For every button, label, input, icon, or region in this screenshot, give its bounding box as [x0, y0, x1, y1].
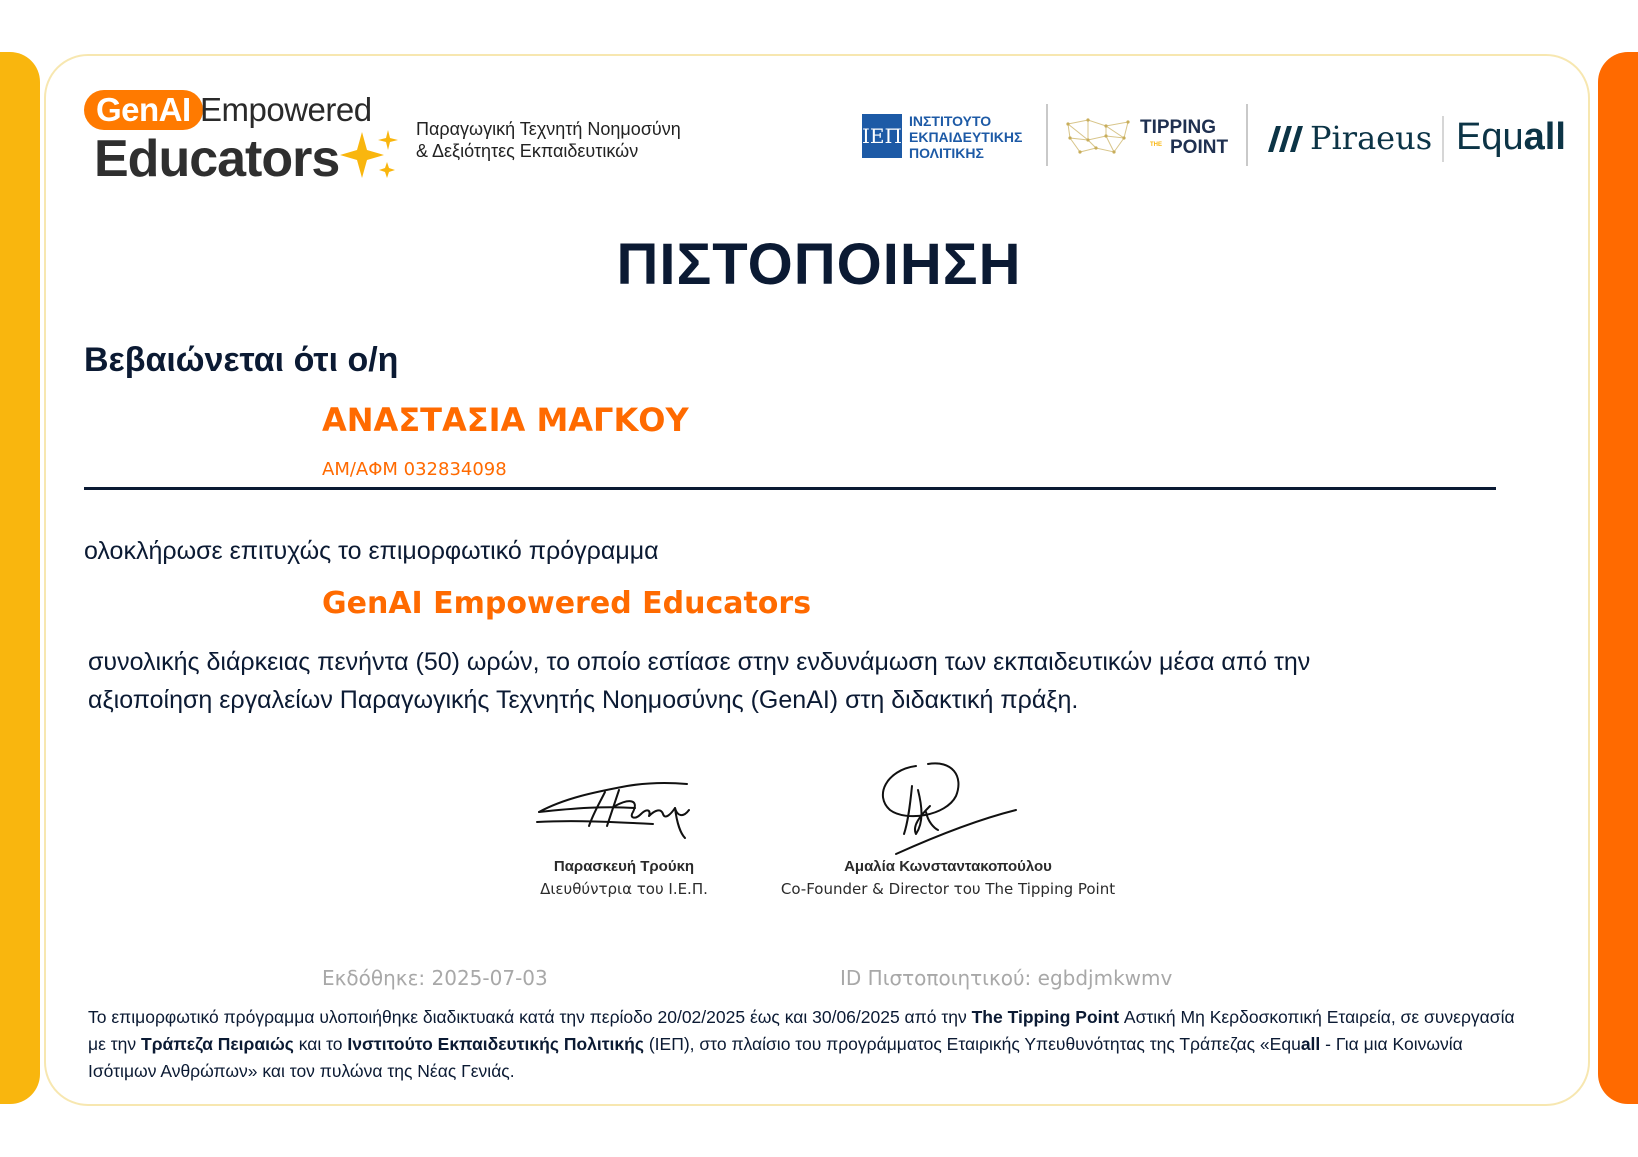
- footer-equall-suffix: all: [1300, 1034, 1321, 1054]
- tipping-the-text: THE: [1150, 142, 1162, 148]
- footer-bold-tipping-point: The Tipping Point: [971, 1007, 1120, 1027]
- certificate-frame: [44, 54, 1590, 1106]
- signature-image-1: [535, 778, 705, 848]
- tagline-line-2: & Δεξιότητες Εκπαιδευτικών: [416, 141, 639, 161]
- piraeus-logo-text: Piraeus: [1310, 119, 1433, 157]
- signatory-2-role: Co-Founder & Director του The Tipping Point: [780, 880, 1116, 898]
- tipping-line-1: TIPPING: [1140, 117, 1217, 138]
- tipping-point-network-icon: [1066, 118, 1132, 154]
- genai-logo-pill: GenAI: [84, 90, 203, 130]
- footer-text-5: - Για μια Κοινωνία Ισότιμων Ανθρώπων» και τον πυλώνα της Νέας Γενιάς.: [88, 1034, 1463, 1081]
- footer-text-1: Το επιμορφωτικό πρόγραμμα υλοποιήθηκε διαδικτυακά κατά την περίοδο 20/02/2025 έως και 30/06/2025 από την: [88, 1007, 972, 1027]
- partner-divider: [1442, 116, 1444, 162]
- signature-image-2: [876, 756, 1026, 856]
- certify-statement: Βεβαιώνεται ότι ο/η: [84, 341, 399, 379]
- name-underline: [84, 487, 1496, 490]
- logo-empowered-text: Empowered: [200, 91, 372, 128]
- signatory-1-name: Παρασκευή Τρούκη: [553, 858, 695, 875]
- description-line-1: συνολικής διάρκειας πενήντα (50) ωρών, το οποίο εστίασε στην ενδυνάμωση των εκπαιδευτικών μέσα από την: [88, 648, 1311, 676]
- description-line-2: αξιοποίηση εργαλείων Παραγωγικής Τεχνητής Νοημοσύνης (GenAI) στη διδακτική πράξη.: [88, 686, 1079, 714]
- footer-text-3: και το: [293, 1034, 348, 1054]
- program-name: GenAI Empowered Educators: [322, 586, 812, 621]
- program-description: [88, 643, 1528, 719]
- right-accent-stripe: [1598, 52, 1638, 1104]
- logo-tagline: [416, 118, 681, 162]
- equall-suffix: all: [1523, 116, 1566, 158]
- left-accent-stripe: [0, 52, 40, 1104]
- iep-line-1: ΙΝΣΤΙΤΟΥΤΟ: [909, 113, 992, 129]
- recipient-name: ΑΝΑΣΤΑΣΙΑ ΜΑΓΚΟΥ: [322, 401, 689, 439]
- tagline-line-1: Παραγωγική Τεχνητή Νοημοσύνη: [416, 119, 681, 139]
- iep-line-2: ΕΚΠΑΙΔΕΥΤΙΚΗΣ: [909, 129, 1023, 145]
- footer-equall-prefix: Equ: [1269, 1034, 1301, 1054]
- iep-logo-text: [909, 113, 1022, 161]
- footer-bold-piraeus-bank: Τράπεζα Πειραιώς: [141, 1034, 294, 1054]
- partner-divider: [1246, 104, 1248, 166]
- footer-text-2: Αστική Μη Κερδοσκοπική Εταιρεία, σε συνεργασία με την: [88, 1007, 1515, 1054]
- iep-line-3: ΠΟΛΙΤΙΚΗΣ: [909, 145, 984, 161]
- footer-note: [88, 1004, 1528, 1085]
- logo-educators-text: Educators: [94, 130, 340, 188]
- equall-prefix: Equ: [1456, 116, 1524, 158]
- completed-statement: ολοκλήρωσε επιτυχώς το επιμορφωτικό πρόγραμμα: [84, 537, 659, 565]
- issue-date: Εκδόθηκε: 2025-07-03: [322, 966, 548, 990]
- tipping-point-logo-text: [1140, 118, 1228, 158]
- equall-logo-text: [1456, 116, 1566, 158]
- certificate-title: ΠΙΣΤΟΠΟΙΗΣΗ: [616, 232, 1022, 297]
- signatory-2-name: Αμαλία Κωνσταντακοπούλου: [844, 858, 1052, 875]
- footer-bold-iep: Ινστιτούτο Εκπαιδευτικής Πολιτικής: [347, 1034, 644, 1054]
- certificate-id: ID Πιστοποιητικού: egbdjmkwmv: [840, 966, 1173, 990]
- tipping-line-2: POINT: [1170, 137, 1229, 158]
- footer-text-4: (ΙΕΠ), στο πλαίσιο του προγράμματος Εταιρικής Υπευθυνότητας της Τράπεζας «: [643, 1034, 1270, 1054]
- recipient-id: ΑΜ/ΑΦΜ 032834098: [322, 459, 507, 480]
- piraeus-slashes-icon: [1268, 124, 1304, 154]
- partner-divider: [1046, 104, 1048, 166]
- signatory-1-role: Διευθύντρια του Ι.Ε.Π.: [540, 880, 708, 898]
- iep-logo-mark: ΙΕΠ: [862, 114, 902, 158]
- sparkle-icon: [340, 128, 400, 182]
